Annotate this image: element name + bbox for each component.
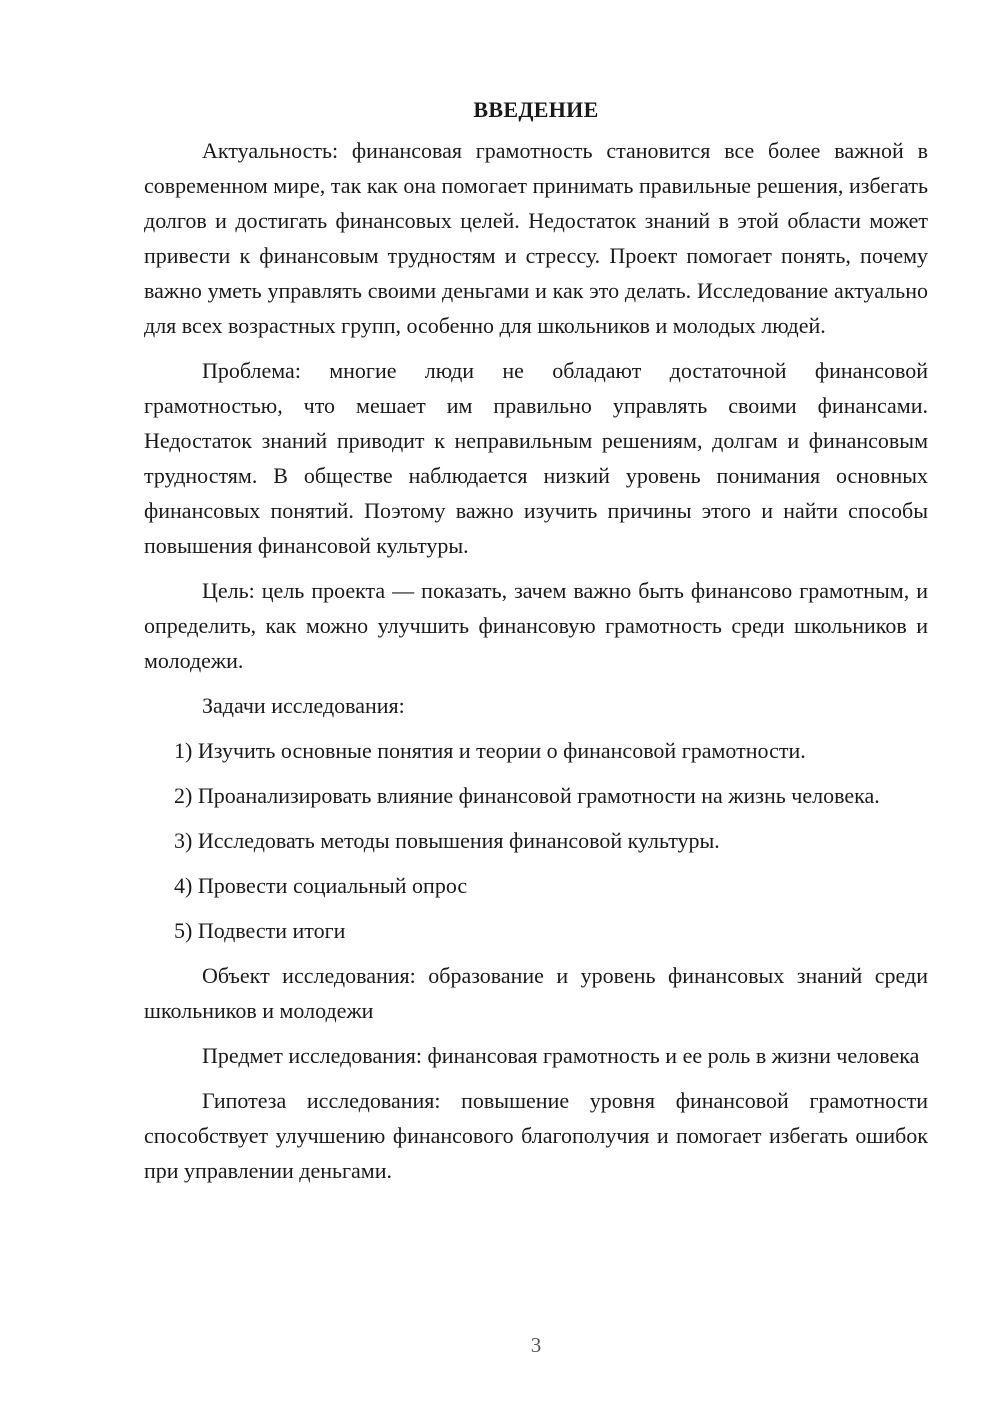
list-item: 1) Изучить основные понятия и теории о финансовой грамотности.	[174, 738, 806, 763]
page-content	[144, 92, 928, 1198]
paragraph-relevance: Актуальность: финансовая грамотность становится все более важной в современном мире, так как она помогает принимать правильные решения, избегать долгов и достигать финансовых целей. Недостаток знаний в этой области может привести к финансовым трудностям и стрессу. Проект помогает понять, почему важно уметь управлять своими деньгами и как это делать. Исследование актуально для всех возрастных групп, особенно для школьников и молодых людей.	[144, 138, 928, 338]
tasks-heading: Задачи исследования:	[202, 693, 405, 718]
paragraph-subject: Предмет исследования: финансовая грамотность и ее роль в жизни человека	[202, 1043, 920, 1068]
list-item: 4) Провести социальный опрос	[174, 873, 468, 898]
page-number: 3	[530, 1333, 542, 1357]
paragraph-goal: Цель: цель проекта — показать, зачем важно быть финансово грамотным, и определить, как можно улучшить финансовую грамотность среди школьников и молодежи.	[144, 578, 928, 673]
section-title: ВВЕДЕНИЕ	[473, 97, 599, 122]
tasks-list	[144, 733, 928, 948]
paragraph-object: Объект исследования: образование и уровень финансовых знаний среди школьников и молодежи	[144, 963, 928, 1023]
list-item: 5) Подвести итоги	[174, 918, 346, 943]
list-item: 2) Проанализировать влияние финансовой грамотности на жизнь человека.	[174, 783, 880, 808]
paragraph-hypothesis: Гипотеза исследования: повышение уровня финансовой грамотности способствует улучшению финансового благополучия и помогает избегать ошибок при управлении деньгами.	[144, 1088, 928, 1183]
paragraph-problem: Проблема: многие люди не обладают достаточной финансовой грамотностью, что мешает им правильно управлять своими финансами. Недостаток знаний приводит к неправильным решениям, долгам и финансовым трудностям. В обществе наблюдается низкий уровень понимания основных финансовых понятий. Поэтому важно изучить причины этого и найти способы повышения финансовой культуры.	[144, 358, 928, 558]
list-item: 3) Исследовать методы повышения финансовой культуры.	[174, 828, 720, 853]
